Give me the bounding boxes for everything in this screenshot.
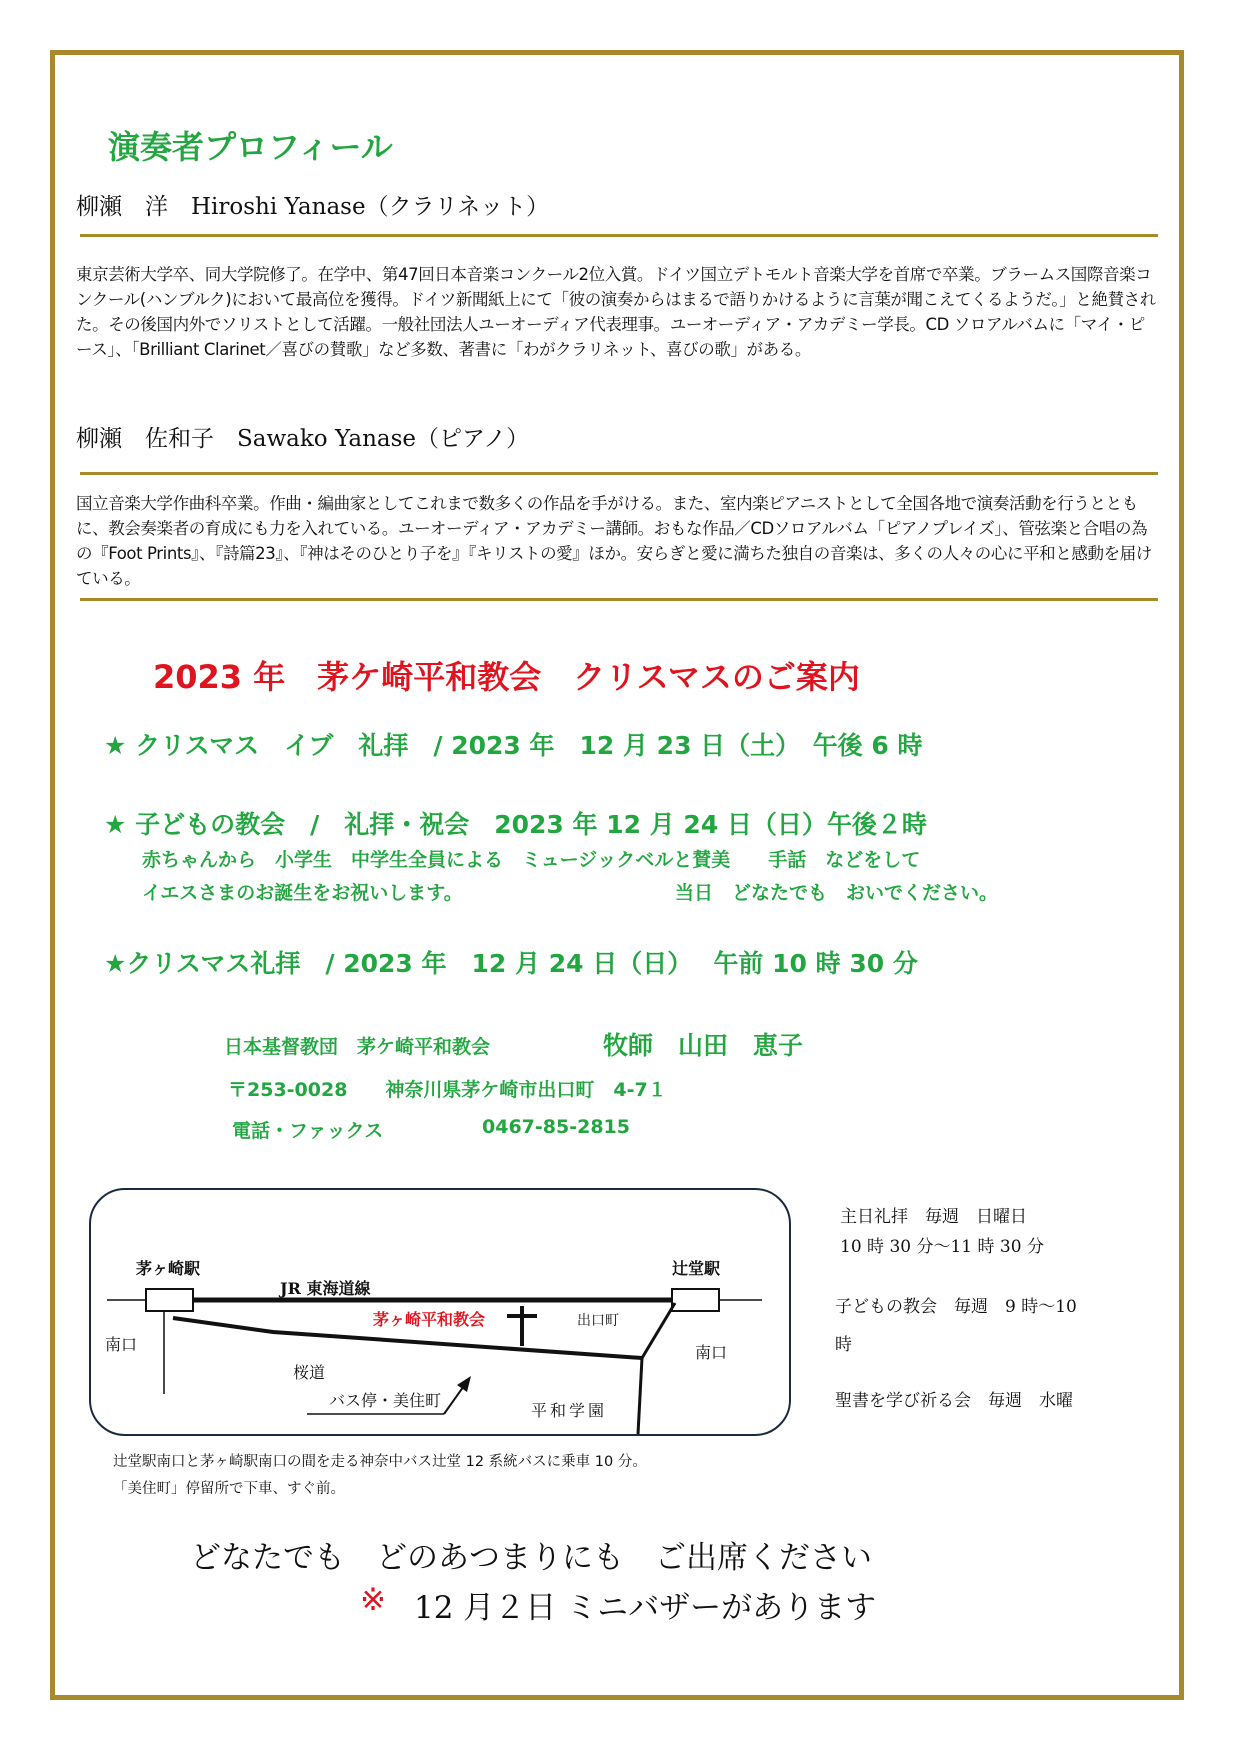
performer-bio-sawako: 国立音楽大学作曲科卒業。作曲・編曲家としてこれまで数多くの作品を手がける。また、室内楽ピアニストとして全国各地で演奏活動を行うとともに、教会奏楽者の育成にも力を入れている。ユーオーディア・アカデミー講師。おもな作品／CDソロアルバム「ピアノプレイズ」、管弦楽と合唱の為の『Foot Prints』、『詩篇23』、『神はそのひとり子を』『キリストの愛』ほか。安らぎと愛に満ちた独自の音楽は、多くの人々の心に平和と感動を届けている。 — [76, 494, 1152, 588]
south-exit-left: 南口 — [105, 1335, 138, 1354]
footer-invitation: どなたでも どのあつまりにも ご出席ください — [190, 1540, 872, 1576]
schedule-sunday-time: 10 時 30 分～11 時 30 分 — [840, 1237, 1044, 1257]
south-exit-right: 南口 — [695, 1343, 728, 1362]
rail-line-label: JR 東海道線 — [280, 1279, 371, 1298]
church-address: 〒253-0028 神奈川県茅ケ崎市出口町 4-7１ — [228, 1079, 667, 1101]
divider — [80, 598, 1158, 601]
church-phone-label: 電話・ファックス — [232, 1120, 384, 1142]
schedule-sunday: 主日礼拝 毎週 日曜日 — [840, 1207, 1027, 1227]
school-label: 平和学園 — [531, 1401, 608, 1420]
schedule-bible: 聖書を学び祈る会 毎週 水曜 — [835, 1391, 1073, 1411]
profile-heading: 演奏者プロフィール — [108, 128, 393, 166]
event-kids-church: ★ 子どもの教会 / 礼拝・祝会 2023 年 12 月 24 日（日）午後２時 — [104, 810, 927, 839]
station-chigasaki: 茅ヶ崎駅 — [136, 1259, 201, 1278]
performer-name-sawako: 柳瀬 佐和子 Sawako Yanase（ピアノ） — [76, 426, 530, 452]
church-map-label: 茅ヶ崎平和教会 — [373, 1310, 486, 1329]
footer-bazaar-note: 12 月２日 ミニバザーがあります — [414, 1590, 877, 1626]
access-map — [89, 1188, 791, 1436]
bus-stop-label: バス停・美住町 — [329, 1391, 442, 1410]
area-label: 出口町 — [577, 1313, 619, 1329]
schedule-kids: 子どもの教会 毎週 9 時～10 — [835, 1297, 1077, 1317]
performer-name-hiroshi: 柳瀬 洋 Hiroshi Yanase（クラリネット） — [76, 194, 550, 220]
announcement-title: 2023 年 茅ケ崎平和教会 クリスマスのご案内 — [153, 658, 860, 696]
church-pastor: 牧師 山田 恵子 — [603, 1031, 804, 1060]
footer-note-mark: ※ — [360, 1582, 386, 1618]
map-caption: 辻堂駅南口と茅ヶ崎駅南口の間を走る神奈中バス辻堂 12 系統バスに乗車 10 分。 — [113, 1454, 647, 1470]
event-christmas-service: ★クリスマス礼拝 / 2023 年 12 月 24 日（日） 午前 10 時 30 分 — [104, 949, 918, 978]
performer-bio-hiroshi: 東京芸術大学卒、同大学院修了。在学中、第47回日本音楽コンクール2位入賞。ドイツ国立デトモルト音楽大学を首席で卒業。ブラームス国際音楽コンクール(ハンブルク)において最高位を獲得。ドイツ新聞紙上にて「彼の演奏からはまるで語りかけるように言葉が聞こえてくるようだ。」と絶賛された。その後国内外でソリストとして活躍。一般社団法人ユーオーディア代表理事。ユーオーディア・アカデミー学長。CD ソロアルバムに「マイ・ピース」、「Brilliant Clarinet／喜びの賛歌」など多数、著書に「わがクラリネット、喜びの歌」がある。 — [76, 265, 1156, 359]
event-kids-detail: イエスさまのお誕生をお祝いします。 — [142, 882, 463, 904]
event-kids-invite: 当日 どなたでも おいでください。 — [675, 882, 999, 904]
divider — [80, 472, 1158, 475]
schedule-kids-cont: 時 — [835, 1335, 852, 1355]
event-kids-detail: 赤ちゃんから 小学生 中学生全員による ミュージックベルと賛美 手話 などをして — [142, 849, 921, 871]
event-christmas-eve: ★ クリスマス イブ 礼拝 / 2023 年 12 月 23 日（土） 午後 6 時 — [104, 731, 923, 760]
church-phone: 0467-85-2815 — [482, 1116, 630, 1138]
schedule-bible-clip — [835, 1386, 1155, 1411]
church-org: 日本基督教団 茅ケ崎平和教会 — [224, 1036, 491, 1058]
divider — [80, 234, 1158, 237]
map-caption: 「美住町」停留所で下車、すぐ前。 — [113, 1481, 345, 1497]
road-label: 桜道 — [293, 1363, 326, 1382]
station-tsujido: 辻堂駅 — [672, 1259, 721, 1278]
